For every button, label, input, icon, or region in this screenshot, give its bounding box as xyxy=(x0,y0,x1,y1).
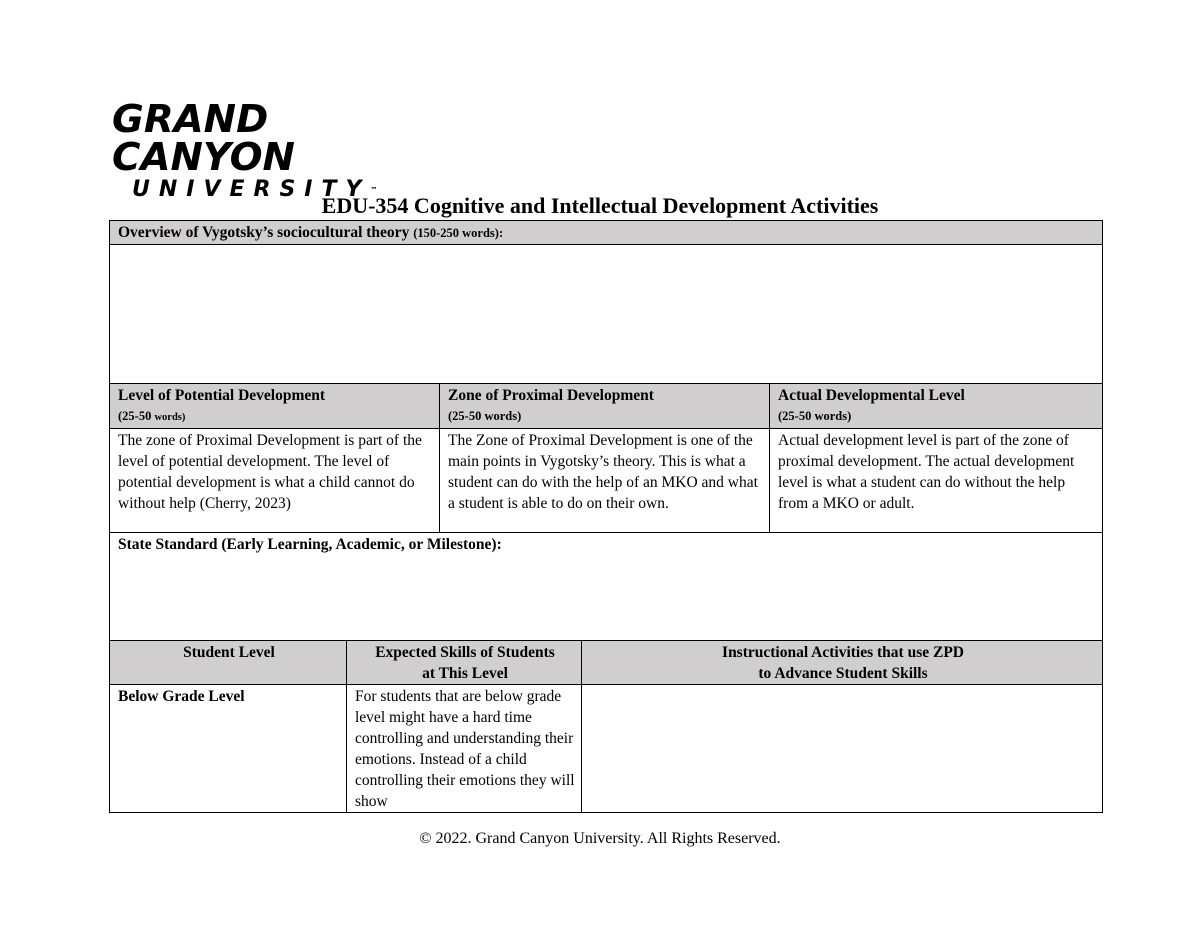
logo-line-grand-canyon: GRAND CANYON xyxy=(112,97,295,179)
state-standard-cell[interactable] xyxy=(110,533,1103,641)
potential-development-word-count xyxy=(118,406,433,428)
university-logo xyxy=(112,97,432,202)
actual-level-response[interactable]: Actual development level is part of the zone of proximal development. The actual development level is what a student can do without the help from a MKO or adult. xyxy=(770,429,1103,533)
logo-university-text: UNIVERSITY xyxy=(132,177,371,202)
activities-header-line1: Instructional Activities that use ZPD xyxy=(722,644,964,661)
overview-response-cell[interactable] xyxy=(110,245,1103,384)
below-grade-activities[interactable] xyxy=(582,685,1103,813)
actual-level-header xyxy=(770,384,1103,429)
below-grade-expected-skills[interactable]: For students that are below grade level might have a hard time controlling and understanding their emotions. Instead of a child controlling their emotions they will show xyxy=(347,685,582,813)
copyright-footer: © 2022. Grand Canyon University. All Rights Reserved. xyxy=(419,830,781,847)
expected-skills-header-line2: at This Level xyxy=(422,665,508,682)
potential-count-prefix: (25-50 xyxy=(118,409,155,423)
potential-development-response[interactable]: The zone of Proximal Development is part of the level of potential development. The level of potential development is what a child cannot do without help (Cherry, 2023) xyxy=(110,429,440,533)
zpd-word-count: (25-50 words) xyxy=(448,409,522,423)
potential-count-suffix: words) xyxy=(154,412,186,423)
expected-skills-header xyxy=(347,641,582,685)
document-title: EDU-354 Cognitive and Intellectual Development Activities xyxy=(321,193,879,218)
expected-skills-header-line1: Expected Skills of Students xyxy=(375,644,555,661)
activity-table xyxy=(109,220,1103,813)
overview-label: Overview of Vygotsky’s sociocultural theory xyxy=(118,224,414,241)
student-level-header: Student Level xyxy=(110,641,347,685)
actual-level-word-count: (25-50 words) xyxy=(778,409,852,423)
zpd-response[interactable]: The Zone of Proximal Development is one of the main points in Vygotsky’s theory. This is what a student can do with the help of an MKO and what a student is able to do on their own. xyxy=(440,429,770,533)
row-below-grade-level: Below Grade Level xyxy=(110,685,347,813)
overview-header xyxy=(110,221,1103,245)
instructional-activities-header xyxy=(582,641,1103,685)
potential-development-header xyxy=(110,384,440,429)
activities-header-line2: to Advance Student Skills xyxy=(758,665,928,682)
trademark-symbol: ™ xyxy=(370,186,378,194)
overview-word-count: (150-250 words): xyxy=(413,226,504,240)
zpd-header xyxy=(440,384,770,429)
potential-development-label: Level of Potential Development xyxy=(118,387,326,404)
actual-level-label: Actual Developmental Level xyxy=(778,387,965,404)
zpd-label: Zone of Proximal Development xyxy=(448,387,654,404)
state-standard-label: State Standard (Early Learning, Academic, or Milestone): xyxy=(118,536,502,553)
